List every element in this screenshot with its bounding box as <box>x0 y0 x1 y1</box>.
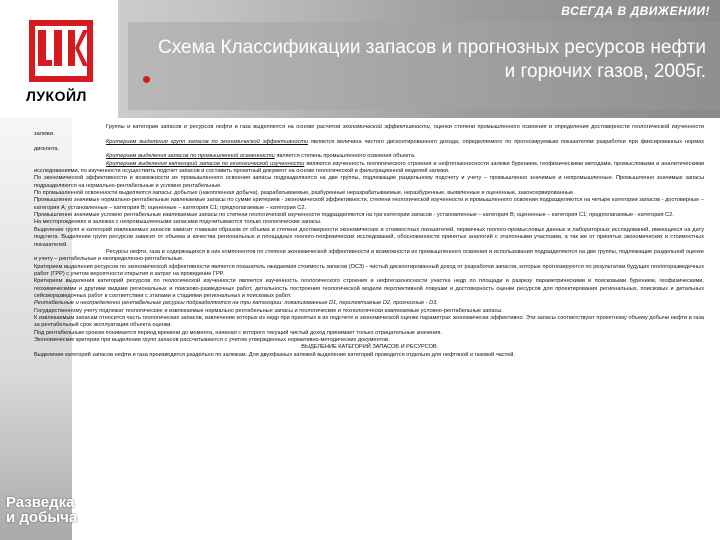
paragraph-non-industrial: На месторождениях и залежах с непромышленными запасами подсчитываются только геологические запасы. <box>34 219 322 226</box>
text-run-italic: экономической эффективности <box>342 124 430 130</box>
paragraph-economic-criteria: Экономические критерии при выделении групп запасов рассчитываются с учетом утвержденных нормативно-методических документов. <box>34 336 390 343</box>
paragraph-criterion-industrial <box>34 153 704 160</box>
paragraph-criterion-geological <box>34 161 704 176</box>
title-panel <box>128 22 720 110</box>
paragraph-profitable-term: Под рентабельным сроком понимается период времени до момента, начиная с которого текущий чистый доход принимает только отрицательные значения. <box>34 329 442 336</box>
paragraph-category-selection: Выделение групп и категорий извлекаемых запасов зависит главным образом от объема и степени достоверности экономических и стоимостных показателей, первичных геолого-промысловых данных и лабораторных исследований, имеющихся на дату подсчета. Выделение групп ресурсов зависит от объема и качества региональных и площадных геолого-геофизических исследований, обоснованности принятых аналогий с эталонными участками, а так же от принятых экономических и стоимостных показателей. <box>34 226 704 248</box>
text-run: Группы и категории запасов и ресурсов нефти и газа выделяются на основе расчетов <box>106 124 343 130</box>
text-run: является величина чистого дисконтированного дохода, определяемого по прогнозируемым показателям разработки при фиксированных нормах дисконта. <box>34 138 704 153</box>
text-run: является степень промышленного освоения объекта. <box>274 153 416 160</box>
slide-title <box>158 36 706 84</box>
section-caption-line-2: и добыча <box>6 509 78 526</box>
section-caption-line-1: Разведка <box>6 494 75 511</box>
text-run-underlined: Критерием выделения групп запасов по экономической эффективности <box>106 138 309 145</box>
slide-title-line-2: и горючих газов, 2005г. <box>504 61 706 82</box>
paragraph-criterion-economic <box>34 139 704 154</box>
paragraph-industrial-development: По промышленной освоенности выделяются запасы: добытые (накопленная добыча), разрабатываемые, разбуренные неразрабатываемые, неразбуренные, выявленные и оцененные, законсервированные. <box>34 190 575 197</box>
brand-name: ЛУКОЙЛ <box>26 88 87 104</box>
paragraph-resources-groups: Ресурсы нефти, газа и содержащихся в них компонентов по степени экономической эффективности и возможности их промышленного освоения и использования подразделяются на две группы, подлежащие раздельной оценке и учету – рентабельные и неопределенно-рентабельные. <box>34 248 704 263</box>
text-run-underlined: Критерием выделения запасов по промышленной освоенности <box>106 153 275 160</box>
company-logo <box>0 0 118 118</box>
lukoil-logo-icon <box>29 20 93 82</box>
paragraph-resources-geological: Критерием выделения категорий ресурсов по геологической изученности является изученность геологического строения и нефтегазоносности участка недр по площади и разрезу параметрическими и поисковыми бурением, геофизическими, геохимическими и другими видами региональных и поисково-разведочных работ, детальность построения геологической модели перспективной ловушки и достоверность оценки ресурсов для проектирования региональных, поисковых и детальных сейсморазведочных работ в соответствии с этапами и стадиями региональных и поисковых работ. <box>34 278 704 299</box>
paragraph-resources-economic: Критерием выделения ресурсов по экономической эффективности является показатель ожидаемая стоимость запасов (ОСЗ) - чистый дисконтированный доход от разработки запасов, которые прогнозируются по результатам будущих геологоразведочных работ (ГРР) с учетом вероятности открытия и затрат на проведение ГРР. <box>34 263 704 277</box>
accent-dot <box>143 76 150 83</box>
text-run: , оценки степени промышленного освоения и определения достоверности геологической изученности залежи. <box>34 124 705 138</box>
paragraph-recoverable: К извлекаемым запасам относится часть геологических запасов, извлечение которых из недр при принятых в их подсчете и экономической оценке параметрах экономически эффективно. Эти запасы соответствуют проектному объему добычи нефти и газа за рентабельный срок эксплуатации объекта оценки. <box>34 314 704 329</box>
paragraph-state-registration: Государственному учету подлежат геологические и извлекаемые нормально рентабельные запасы и геологические и технологически извлекаемые условно-рентабельные запасы. <box>34 307 503 314</box>
paragraph-resources-categories: Рентабельные и неопределенно рентабельные ресурсы подразделяются на три категории: локализованные D1, перспективные D2, прогнозные - D3. <box>34 300 438 307</box>
paragraph-conditional-profitable: Промышленно значимые условно рентабельные извлекаемые запасы по степени геологической изученности подразделяются на три категории запасов - установленные – категория В; оцененные – категория С1; предполагаемые - категория С2. <box>34 212 674 219</box>
paragraph-economic-groups: По экономической эффективности и возможности их промышленного освоения запасы подразделяются на две группы, подлежащие раздельному подсчету и учету – промышленно значимые и непромышленные. Промышленно значимые запасы подразделяются на нормально-рентабельные и условно рентабельные. <box>34 175 704 189</box>
section-heading: ВЫДЕЛЕНИЕ КАТЕГОРИЙ ЗАПАСОВ И РЕСУРСОВ <box>301 344 437 351</box>
paragraph-category-deposits: Выделение категорий запасов нефти и газа производится раздельно по залежам. Для двухфазных залежей выделение категорий проводится отдельно для нефтяной и газовой частей. <box>34 351 515 358</box>
paragraph-groups <box>34 124 704 139</box>
text-run-underlined: Критерием выделения категорий запасов по геологической изученности <box>106 160 305 167</box>
company-slogan: ВСЕГДА В ДВИЖЕНИИ! <box>561 4 710 18</box>
text-run: являются изученность геологического строения и нефтегазоносности залежи бурением, геофизическими методами, промысловыми и аналитическими исследованиями, по изученности осуществить подсчет запасов и составить проектный документ на основе геологической и фильтрационной моделей залежи. <box>34 160 704 175</box>
document-body <box>34 124 704 536</box>
paragraph-normal-profitable: Промышленно значимые нормально-рентабельные извлекаемые запасы по сумме критериев - экономической эффективности, степени геологической изученности и промышленного освоения подразделяются на четыре категории запасов - достоверные – категория А; установленные – категория В; оцененные – категория С1; предполагаемые – категория С2. <box>34 197 704 211</box>
slide-title-line-1: Схема Классификации запасов и прогнозных ресурсов нефти <box>158 37 706 58</box>
